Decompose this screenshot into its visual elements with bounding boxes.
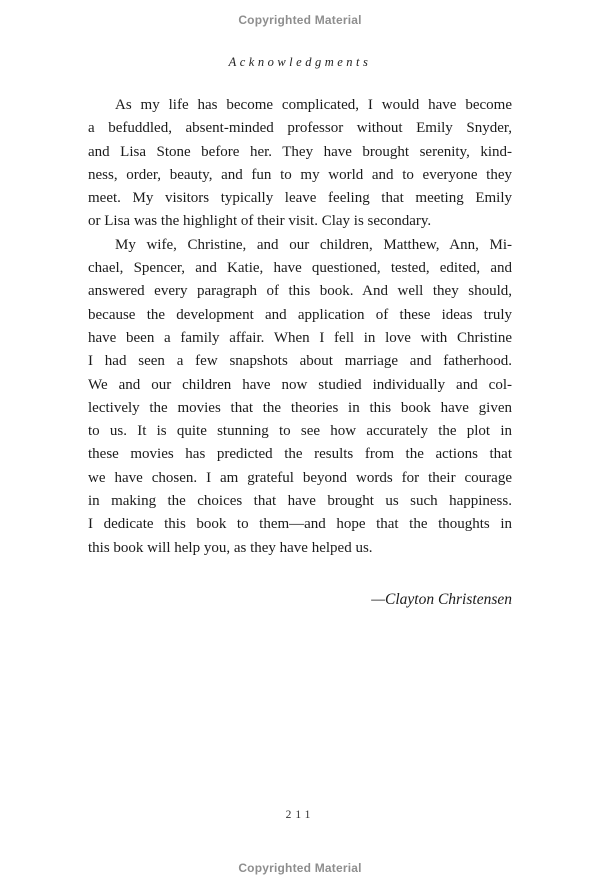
body-line: in making the choices that have brought us such happiness.	[88, 493, 512, 510]
body-line: because the development and application of these ideas truly	[88, 306, 512, 323]
body-line: chael, Spencer, and Katie, have questioned, tested, edited, and	[88, 260, 512, 277]
body-line: to us. It is quite stunning to see how accurately the plot in	[88, 423, 512, 440]
body-line: this book will help you, as they have helped us.	[88, 539, 373, 556]
body-line: lectively the movies that the theories in this book have given	[88, 399, 512, 416]
copyright-notice-top: Copyrighted Material	[238, 13, 362, 27]
body-line: My wife, Christine, and our children, Matthew, Ann, Mi-	[115, 236, 512, 253]
author-signature: —Clayton Christensen	[371, 590, 512, 608]
body-line: a befuddled, absent-minded professor without Emily Snyder,	[88, 120, 512, 137]
body-line: answered every paragraph of this book. And well they should,	[88, 283, 512, 300]
body-line: and Lisa Stone before her. They have brought serenity, kind-	[88, 143, 512, 160]
body-line: As my life has become complicated, I would have become	[115, 97, 512, 113]
body-line: meet. My visitors typically leave feeling that meeting Emily	[88, 190, 512, 207]
body-line: ness, order, beauty, and fun to my world and to everyone they	[88, 166, 512, 183]
body-text	[88, 94, 512, 611]
body-line: I dedicate this book to them—and hope that the thoughts in	[88, 516, 512, 533]
body-line: have been a family affair. When I fell in love with Christine	[88, 329, 512, 346]
body-line: we have chosen. I am grateful beyond words for their courage	[88, 469, 512, 486]
body-line: or Lisa was the highlight of their visit. Clay is secondary.	[88, 213, 432, 230]
body-line: We and our children have now studied individually and col-	[88, 376, 512, 393]
body-line: these movies has predicted the results from the actions that	[88, 446, 512, 463]
body-line: I had seen a few snapshots about marriage and fatherhood.	[88, 353, 512, 370]
copyright-notice-bottom: Copyrighted Material	[238, 861, 362, 875]
page-number: 211	[285, 809, 315, 821]
chapter-heading: Acknowledgments	[228, 55, 372, 69]
